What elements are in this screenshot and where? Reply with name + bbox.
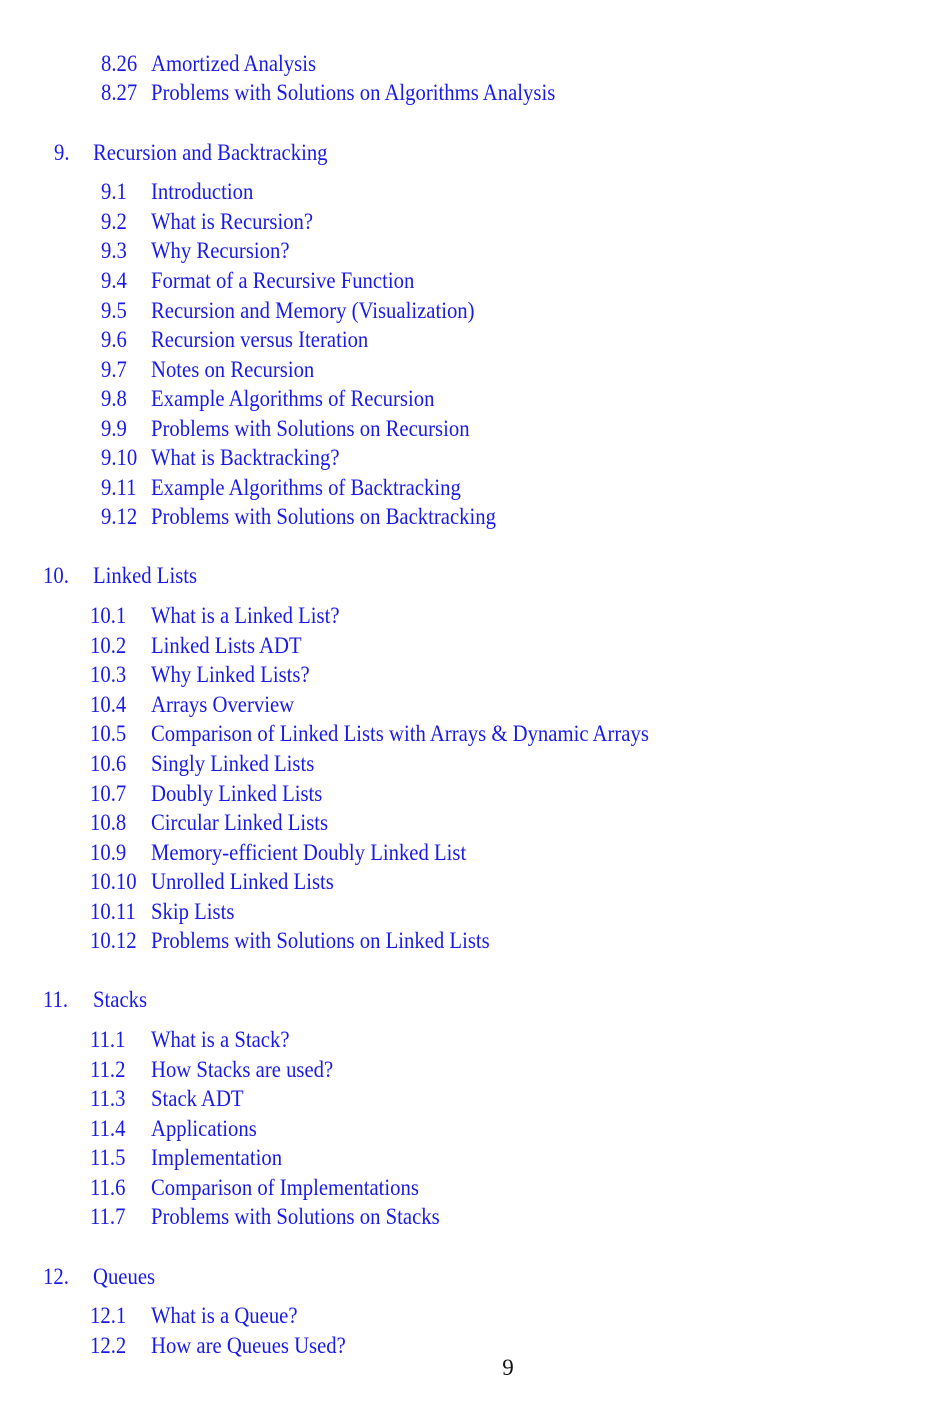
toc-section-entry[interactable] (90, 1055, 333, 1084)
toc-section-entry[interactable] (90, 631, 302, 660)
toc-entry-title: Amortized Analysis (150, 51, 317, 76)
toc-entry-title: Stacks (92, 987, 148, 1012)
toc-entry-number: 10.6 (90, 751, 127, 776)
toc-entry-number: 9. (54, 140, 70, 165)
toc-entry-number: 11.6 (90, 1175, 126, 1200)
toc-section-entry[interactable] (90, 660, 310, 689)
toc-entry-title: Implementation (150, 1145, 283, 1170)
toc-entry-number: 9.1 (101, 179, 127, 204)
toc-entry-title: How are Queues Used? (150, 1333, 346, 1358)
toc-entry-title: Format of a Recursive Function (150, 268, 415, 293)
toc-entry-title: Linked Lists (92, 563, 198, 588)
toc-chapter-entry[interactable] (43, 1262, 155, 1291)
toc-section-entry[interactable] (90, 926, 490, 955)
toc-section-entry[interactable] (90, 1202, 440, 1231)
toc-entry-title: Problems with Solutions on Recursion (150, 416, 470, 441)
toc-entry-number: 11.7 (90, 1204, 126, 1229)
toc-section-entry[interactable] (101, 355, 314, 384)
toc-entry-number: 10.11 (90, 899, 136, 924)
toc-entry-number: 10.9 (90, 840, 127, 865)
toc-entry-title: What is Recursion? (150, 209, 314, 234)
toc-entry-title: Stack ADT (150, 1086, 244, 1111)
toc-entry-title: Arrays Overview (150, 692, 295, 717)
toc-entry-number: 10. (43, 563, 69, 588)
toc-entry-number: 10.2 (90, 633, 127, 658)
toc-entry-number: 10.1 (90, 603, 127, 628)
toc-entry-number: 11. (43, 987, 69, 1012)
toc-entry-number: 12.2 (90, 1333, 127, 1358)
toc-section-entry[interactable] (90, 719, 649, 748)
toc-entry-number: 12.1 (90, 1303, 127, 1328)
toc-section-entry[interactable] (90, 897, 234, 926)
toc-entry-number: 11.3 (90, 1086, 126, 1111)
toc-section-entry[interactable] (90, 749, 314, 778)
toc-entry-title: Problems with Solutions on Algorithms Analysis (150, 80, 556, 105)
toc-section-entry[interactable] (90, 1025, 290, 1054)
toc-entry-number: 9.4 (101, 268, 127, 293)
toc-section-entry[interactable] (90, 1173, 419, 1202)
toc-section-entry[interactable] (101, 414, 470, 443)
toc-entry-number: 9.6 (101, 327, 127, 352)
toc-entry-title: Problems with Solutions on Stacks (150, 1204, 440, 1229)
toc-entry-number: 10.7 (90, 781, 127, 806)
toc-entry-number: 10.8 (90, 810, 127, 835)
toc-entry-title: What is a Stack? (150, 1027, 290, 1052)
toc-entry-title: What is Backtracking? (150, 445, 340, 470)
toc-section-entry[interactable] (90, 1084, 244, 1113)
toc-entry-number: 11.4 (90, 1116, 126, 1141)
page-number: 9 (502, 1355, 514, 1380)
toc-section-entry[interactable] (101, 384, 434, 413)
toc-section-entry[interactable] (101, 78, 555, 107)
toc-entry-title: Introduction (150, 179, 254, 204)
toc-section-entry[interactable] (101, 49, 316, 78)
toc-entry-title: Doubly Linked Lists (150, 781, 323, 806)
toc-entry-title: What is a Linked List? (150, 603, 340, 628)
toc-chapter-entry[interactable] (54, 138, 328, 167)
toc-entry-title: Singly Linked Lists (150, 751, 315, 776)
toc-section-entry[interactable] (90, 1114, 257, 1143)
toc-section-entry[interactable] (90, 601, 340, 630)
toc-section-entry[interactable] (90, 867, 334, 896)
toc-entry-title: Comparison of Linked Lists with Arrays & Dynamic Arrays (150, 721, 649, 746)
toc-entry-number: 10.10 (90, 869, 137, 894)
toc-section-entry[interactable] (101, 236, 290, 265)
toc-section-entry[interactable] (101, 177, 253, 206)
toc-entry-title: Skip Lists (150, 899, 235, 924)
toc-section-entry[interactable] (101, 296, 475, 325)
toc-entry-title: Recursion and Backtracking (92, 140, 328, 165)
toc-section-entry[interactable] (90, 779, 322, 808)
toc-entry-title: How Stacks are used? (150, 1057, 334, 1082)
toc-entry-number: 9.2 (101, 209, 127, 234)
toc-section-entry[interactable] (101, 473, 461, 502)
toc-section-entry[interactable] (101, 207, 313, 236)
toc-entry-title: Unrolled Linked Lists (150, 869, 334, 894)
toc-entry-number: 9.11 (101, 475, 137, 500)
toc-entry-title: Recursion versus Iteration (150, 327, 369, 352)
toc-entry-title: Example Algorithms of Recursion (150, 386, 435, 411)
toc-entry-number: 9.12 (101, 504, 138, 529)
toc-entry-title: Linked Lists ADT (150, 633, 302, 658)
toc-entry-title: Problems with Solutions on Backtracking (150, 504, 496, 529)
toc-entry-number: 9.5 (101, 298, 127, 323)
toc-entry-number: 12. (43, 1264, 69, 1289)
toc-entry-number: 9.7 (101, 357, 127, 382)
toc-entry-number: 11.1 (90, 1027, 126, 1052)
toc-chapter-entry[interactable] (43, 985, 147, 1014)
toc-section-entry[interactable] (90, 690, 294, 719)
toc-entry-title: Circular Linked Lists (150, 810, 329, 835)
toc-entry-number: 9.8 (101, 386, 127, 411)
toc-entry-title: Memory-efficient Doubly Linked List (150, 840, 467, 865)
toc-section-entry[interactable] (101, 443, 340, 472)
toc-entry-number: 10.4 (90, 692, 127, 717)
toc-entry-number: 11.2 (90, 1057, 126, 1082)
toc-entry-number: 9.9 (101, 416, 127, 441)
toc-section-entry[interactable] (101, 266, 414, 295)
toc-entry-title: Why Recursion? (150, 238, 290, 263)
toc-entry-title: Recursion and Memory (Visualization) (150, 298, 475, 323)
toc-entry-title: Example Algorithms of Backtracking (150, 475, 461, 500)
toc-section-entry[interactable] (90, 1301, 298, 1330)
toc-entry-title: Comparison of Implementations (150, 1175, 419, 1200)
toc-section-entry[interactable] (101, 502, 496, 531)
toc-entry-number: 10.3 (90, 662, 127, 687)
toc-chapter-entry[interactable] (43, 561, 197, 590)
toc-entry-number: 8.27 (101, 80, 138, 105)
toc-section-entry[interactable] (101, 325, 368, 354)
toc-entry-number: 9.3 (101, 238, 127, 263)
toc-entry-title: Why Linked Lists? (150, 662, 310, 687)
toc-entry-title: Applications (150, 1116, 257, 1141)
toc-section-entry[interactable] (90, 838, 466, 867)
toc-entry-title: Queues (92, 1264, 156, 1289)
toc-section-entry[interactable] (90, 808, 328, 837)
toc-entry-title: Problems with Solutions on Linked Lists (150, 928, 490, 953)
toc-entry-number: 11.5 (90, 1145, 126, 1170)
toc-entry-title: What is a Queue? (150, 1303, 298, 1328)
toc-entry-number: 10.5 (90, 721, 127, 746)
toc-entry-number: 9.10 (101, 445, 138, 470)
toc-entry-title: Notes on Recursion (150, 357, 315, 382)
toc-section-entry[interactable] (90, 1143, 282, 1172)
toc-entry-number: 8.26 (101, 51, 138, 76)
toc-entry-number: 10.12 (90, 928, 137, 953)
